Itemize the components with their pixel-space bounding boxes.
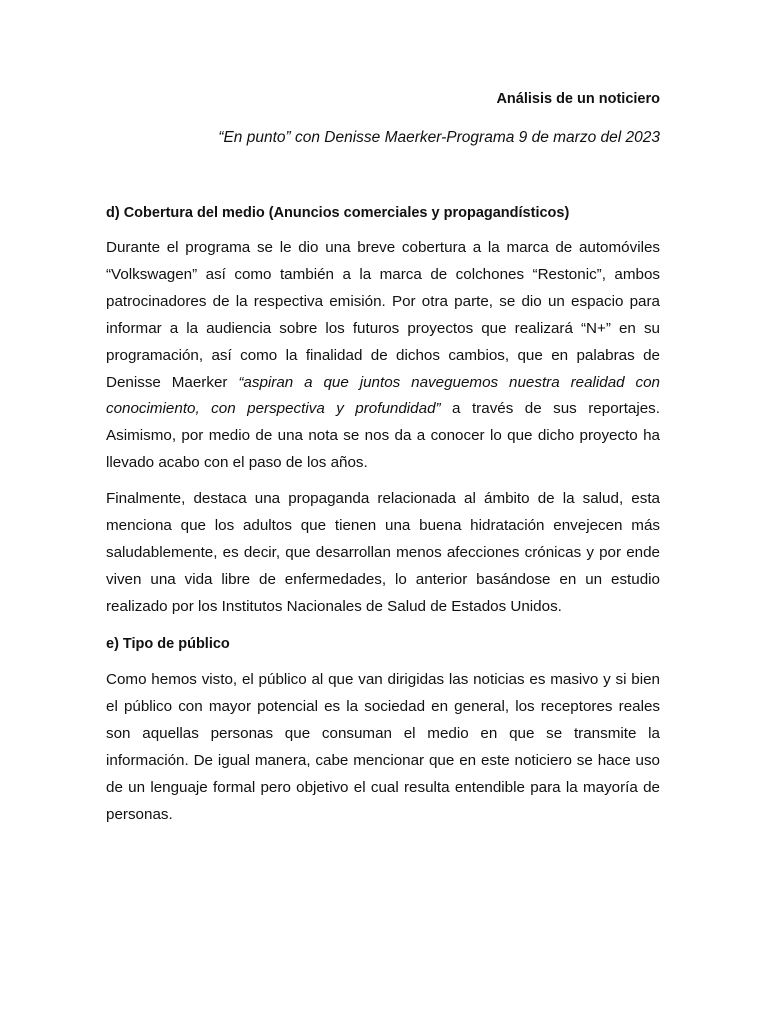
section-e-heading: e) Tipo de público <box>106 636 230 652</box>
section-d-heading: d) Cobertura del medio (Anuncios comerciales y propagandísticos) <box>106 205 570 221</box>
section-d-paragraph-1 <box>106 235 660 477</box>
quote-text: “aspiran a que juntos naveguemos nuestra realidad con conocimiento, con perspectiva y profundidad” <box>106 373 660 418</box>
paragraph-text: Durante el programa se le dio una breve cobertura a la marca de automóviles “Volkswagen” así como también a la marca de colchones “Restonic”, ambos patrocinadores de la respectiva emisión. Por otra parte, se dio un espacio para informar a la audiencia sobre los futuros proyectos que realizará “N+” en su programación, así como la finalidad de dichos cambios, que en palabras de Denisse Maerker <box>106 239 660 391</box>
section-d-paragraph-2: Finalmente, destaca una propaganda relacionada al ámbito de la salud, esta menciona que los adultos que tienen una buena hidratación envejecen más saludablemente, es decir, que desarrollan menos afecciones crónicas y por ende viven una vida libre de enfermedades, lo anterior basándose en un estudio realizado por los Institutos Nacionales de Salud de Estados Unidos. <box>106 490 660 615</box>
document-title: Análisis de un noticiero <box>496 91 660 107</box>
section-e-paragraph-1: Como hemos visto, el público al que van dirigidas las noticias es masivo y si bien el público con mayor potencial es la sociedad en general, los receptores reales son aquellas personas que consuman el medio en que se transmite la información. De igual manera, cabe mencionar que en este noticiero se hace uso de un lenguaje formal pero objetivo el cual resulta entendible para la mayoría de personas. <box>106 671 660 823</box>
document-subtitle: “En punto” con Denisse Maerker-Programa 9 de marzo del 2023 <box>218 129 660 146</box>
paragraph-text: a través de sus reportajes. Asimismo, por medio de una nota se nos da a conocer lo que dicho proyecto ha llevado acabo con el paso de los años. <box>106 400 660 472</box>
